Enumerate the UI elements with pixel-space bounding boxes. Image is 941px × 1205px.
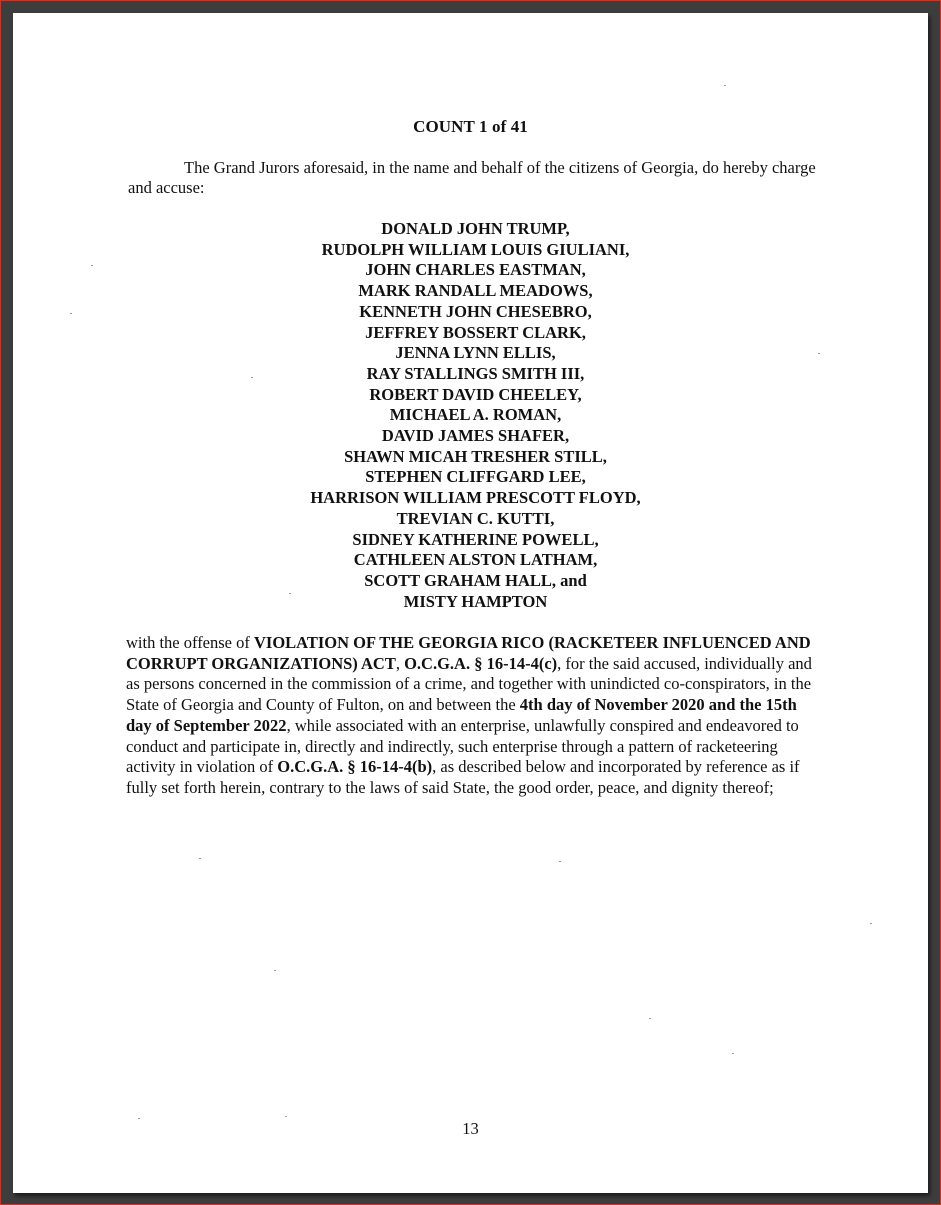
offense-code-citation: O.C.G.A. § 16-14-4(b) — [277, 757, 433, 777]
scan-speck — [559, 861, 561, 862]
defendant-name: MICHAEL A. ROMAN, — [389, 405, 562, 425]
offense-text: , — [395, 653, 405, 673]
scan-speck — [724, 85, 726, 86]
defendant-name: CATHLEEN ALSTON LATHAM, — [353, 550, 598, 570]
scan-speck — [274, 970, 276, 971]
defendant-name: SCOTT GRAHAM HALL, and — [364, 570, 587, 590]
defendant-name: JENNA LYNN ELLIS, — [395, 343, 556, 363]
defendant-name: DAVID JAMES SHAFER, — [381, 426, 570, 446]
offense-statute-name: VIOLATION OF THE GEORGIA RICO (RACKETEER INFLUENCED AND CORRUPT ORGANIZATIONS) ACT — [126, 633, 811, 673]
count-title: COUNT 1 of 41 — [413, 117, 528, 136]
scan-speck — [649, 1018, 651, 1019]
scan-speck — [818, 353, 820, 354]
defendant-name: TREVIAN C. KUTTI, — [396, 508, 555, 528]
offense-text: with the offense of — [126, 633, 254, 652]
scan-speck — [138, 1118, 140, 1119]
offense-date-range: 4th day of November 2020 and the 15th day of September 2022 — [126, 695, 797, 735]
defendant-name: ROBERT DAVID CHEELEY, — [369, 384, 582, 404]
scan-speck — [91, 265, 93, 266]
defendant-name: HARRISON WILLIAM PRESCOTT FLOYD, — [310, 488, 641, 508]
scan-speck — [199, 858, 201, 859]
defendant-name: JEFFREY BOSSERT CLARK, — [365, 322, 586, 342]
offense-code-citation: O.C.G.A. § 16-14-4(c) — [404, 653, 558, 673]
page-number: 13 — [462, 1119, 479, 1138]
scan-speck — [70, 313, 72, 314]
defendant-name: JOHN CHARLES EASTMAN, — [365, 260, 586, 280]
offense-text: , as described below and incorporated by reference as if fully set forth herein, contrary to the laws of said State, the good order, peace, and dignity thereof; — [126, 757, 800, 797]
defendant-name: RAY STALLINGS SMITH III, — [366, 363, 585, 383]
defendants-list — [13, 219, 938, 612]
defendant-name: SHAWN MICAH TRESHER STILL, — [344, 446, 607, 466]
scan-speck — [732, 1053, 734, 1054]
defendant-name: DONALD JOHN TRUMP, — [381, 219, 570, 238]
scan-speck — [870, 923, 872, 924]
scan-speck — [285, 1116, 287, 1117]
scan-speck — [289, 593, 291, 594]
document-page — [13, 13, 928, 1193]
offense-text: , while associated with an enterprise, unlawfully conspired and endeavored to conduct and participate in, directly and indirectly, such enterprise through a pattern of racketeering activity in violation of — [126, 715, 799, 777]
defendant-name: KENNETH JOHN CHESEBRO, — [359, 301, 592, 321]
defendant-name: MARK RANDALL MEADOWS, — [358, 281, 593, 301]
defendant-name: STEPHEN CLIFFGARD LEE, — [365, 467, 586, 487]
defendant-name: RUDOLPH WILLIAM LOUIS GIULIANI, — [321, 239, 630, 259]
scan-speck — [251, 377, 253, 378]
intro-paragraph: The Grand Jurors aforesaid, in the name and behalf of the citizens of Georgia, do hereby charge and accuse: — [128, 158, 816, 197]
offense-paragraph — [126, 633, 826, 799]
defendant-name: SIDNEY KATHERINE POWELL, — [352, 529, 599, 549]
offense-text: , for the said accused, individually and as persons concerned in the commission of a crime, and together with unindicted co-conspirators, in the State of Georgia and County of Fulton, on and between the — [126, 653, 812, 715]
defendant-name: MISTY HAMPTON — [403, 591, 548, 611]
